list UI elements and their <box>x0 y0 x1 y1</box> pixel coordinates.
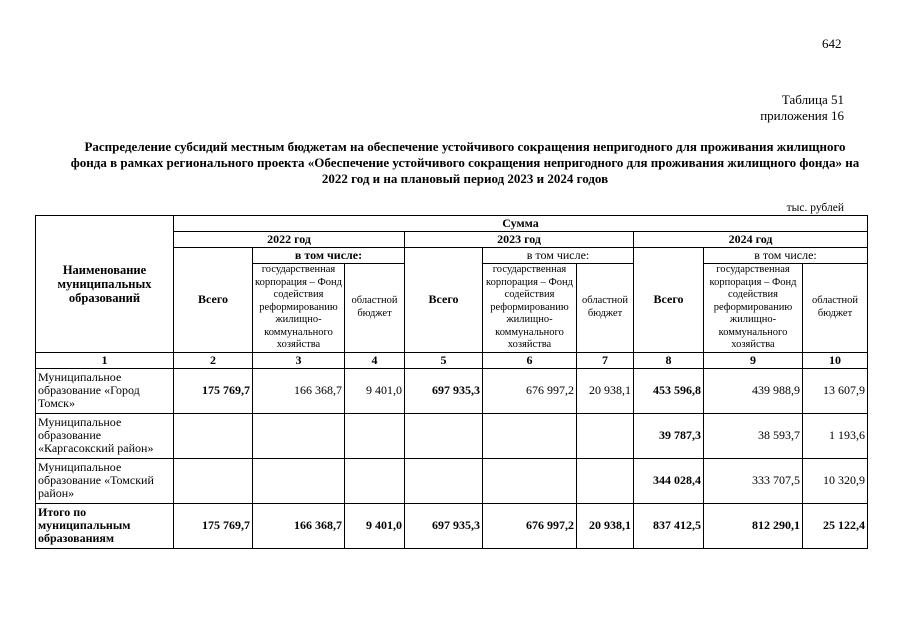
cell-total-2023 <box>405 458 483 503</box>
cell-regional-2024: 1 193,6 <box>803 413 868 458</box>
column-number: 9 <box>704 352 803 368</box>
table-row <box>36 413 868 458</box>
table-ref-line1: Таблица 51 <box>781 92 844 107</box>
cell-regional-2022 <box>345 458 405 503</box>
document-title: Распределение субсидий местным бюджетам на обеспечение устойчивого сокращения непригодного для проживания жилищного фонда в рамках регионального проекта «Обеспечение устойчивого сокращения непригодного для проживания жилищного фонда» на 2022 год и на плановый период 2023 и 2024 годов <box>70 139 860 186</box>
total-cell-total-2023: 697 935,3 <box>405 503 483 548</box>
cell-total-2023 <box>405 413 483 458</box>
header-sum: Сумма <box>174 216 868 232</box>
total-label: Итого по муниципальным образованиям <box>36 503 174 548</box>
cell-fund-2022 <box>253 413 345 458</box>
total-cell-regional-2022: 9 401,0 <box>345 503 405 548</box>
total-cell-fund-2022: 166 368,7 <box>253 503 345 548</box>
municipality-name: Муниципальное образование «Город Томск» <box>36 368 174 413</box>
column-number: 5 <box>405 352 483 368</box>
table-reference <box>760 92 844 124</box>
cell-fund-2022: 166 368,7 <box>253 368 345 413</box>
header-total-2022: Всего <box>174 248 253 353</box>
cell-fund-2024: 333 707,5 <box>704 458 803 503</box>
cell-total-2022: 175 769,7 <box>174 368 253 413</box>
cell-total-2022 <box>174 413 253 458</box>
column-number: 3 <box>253 352 345 368</box>
total-cell-fund-2024: 812 290,1 <box>704 503 803 548</box>
cell-fund-2024: 439 988,9 <box>704 368 803 413</box>
municipality-name: Муниципальное образование «Томский район» <box>36 458 174 503</box>
column-number: 6 <box>483 352 577 368</box>
subsidy-table <box>35 215 868 549</box>
header-year-2023: 2023 год <box>405 232 634 248</box>
cell-fund-2023: 676 997,2 <box>483 368 577 413</box>
table-row <box>36 368 868 413</box>
cell-regional-2024: 10 320,9 <box>803 458 868 503</box>
cell-total-2023: 697 935,3 <box>405 368 483 413</box>
column-number: 8 <box>634 352 704 368</box>
total-cell-fund-2023: 676 997,2 <box>483 503 577 548</box>
header-including-2023: в том числе: <box>483 248 634 264</box>
header-including-2024: в том числе: <box>704 248 868 264</box>
header-regional-2024: областной бюджет <box>803 264 868 353</box>
cell-regional-2022: 9 401,0 <box>345 368 405 413</box>
total-row <box>36 503 868 548</box>
total-cell-total-2024: 837 412,5 <box>634 503 704 548</box>
cell-regional-2024: 13 607,9 <box>803 368 868 413</box>
cell-total-2024: 453 596,8 <box>634 368 704 413</box>
cell-regional-2023 <box>577 413 634 458</box>
table-ref-line2: приложения 16 <box>760 108 844 123</box>
cell-total-2024: 344 028,4 <box>634 458 704 503</box>
header-year-2024: 2024 год <box>634 232 868 248</box>
header-fund-2023: государственная корпорация – Фонд содействия реформированию жилищно-коммунального хозяйства <box>483 264 577 353</box>
cell-regional-2023 <box>577 458 634 503</box>
table-row <box>36 458 868 503</box>
column-number: 2 <box>174 352 253 368</box>
header-total-2023: Всего <box>405 248 483 353</box>
cell-fund-2023 <box>483 458 577 503</box>
cell-total-2024: 39 787,3 <box>634 413 704 458</box>
header-fund-2024: государственная корпорация – Фонд содействия реформированию жилищно-коммунального хозяйства <box>704 264 803 353</box>
column-number: 10 <box>803 352 868 368</box>
municipality-name: Муниципальное образование «Каргасокский район» <box>36 413 174 458</box>
page-number: 642 <box>822 36 842 51</box>
cell-fund-2022 <box>253 458 345 503</box>
units-label: тыс. рублей <box>786 202 844 214</box>
header-regional-2023: областной бюджет <box>577 264 634 353</box>
cell-total-2022 <box>174 458 253 503</box>
cell-regional-2022 <box>345 413 405 458</box>
cell-fund-2023 <box>483 413 577 458</box>
total-cell-regional-2023: 20 938,1 <box>577 503 634 548</box>
header-including-2022: в том числе: <box>253 248 405 264</box>
header-name-column: Наименование муниципальных образований <box>36 216 174 353</box>
header-year-2022: 2022 год <box>174 232 405 248</box>
column-number: 1 <box>36 352 174 368</box>
header-fund-2022: государственная корпорация – Фонд содействия реформированию жилищно-коммунального хозяйства <box>253 264 345 353</box>
column-number: 4 <box>345 352 405 368</box>
cell-fund-2024: 38 593,7 <box>704 413 803 458</box>
total-cell-regional-2024: 25 122,4 <box>803 503 868 548</box>
total-cell-total-2022: 175 769,7 <box>174 503 253 548</box>
column-number: 7 <box>577 352 634 368</box>
header-regional-2022: областной бюджет <box>345 264 405 353</box>
header-total-2024: Всего <box>634 248 704 353</box>
cell-regional-2023: 20 938,1 <box>577 368 634 413</box>
